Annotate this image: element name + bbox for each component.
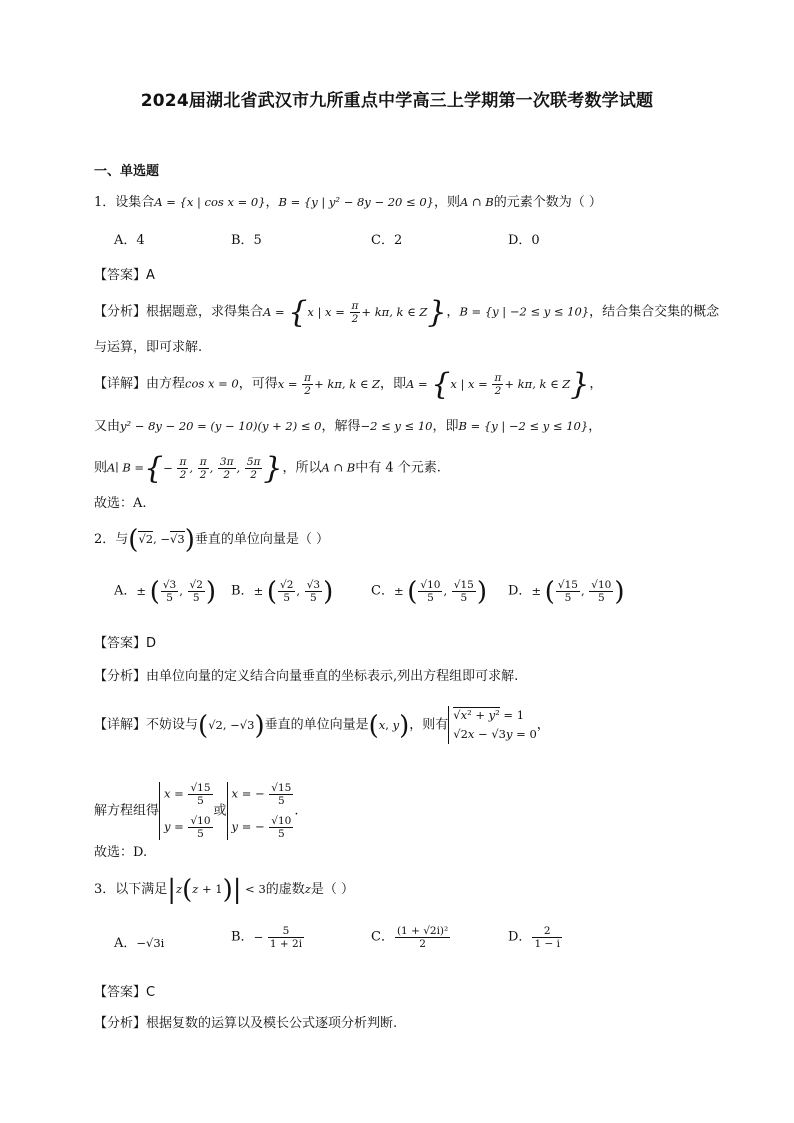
q2-solve-or: 或 bbox=[213, 803, 227, 819]
q1-choose: 故选：A. bbox=[94, 496, 147, 511]
q1-detail2-set-b: B = {y | −2 ≤ y ≤ 10} bbox=[458, 419, 589, 433]
q3-condition: |z(z + 1)| < 3 bbox=[167, 875, 266, 905]
q1-analysis-comma: ， bbox=[446, 304, 460, 320]
q1-stem-end: 的元素个数为（ ） bbox=[493, 195, 602, 210]
q3-stem-var: z bbox=[304, 882, 311, 896]
q2-detail-text3: ，则有 bbox=[409, 717, 449, 733]
q2-detail-comma: ， bbox=[536, 717, 550, 733]
q1-set-a: A = {x | cos x = 0} bbox=[154, 195, 266, 209]
q3-answer bbox=[94, 983, 155, 1003]
q2-stem bbox=[94, 525, 329, 555]
document-title: 2024届湖北省武汉市九所重点中学高三上学期第一次联考数学试题 bbox=[140, 91, 654, 111]
answer-tag: 【答案】 bbox=[94, 636, 147, 651]
q1-detail-line2 bbox=[94, 416, 601, 437]
q1-detail3-text3: 中有 4 个元素. bbox=[355, 460, 441, 476]
q3-option-c bbox=[371, 925, 451, 950]
q3-option-a-label: A． bbox=[114, 936, 137, 951]
q2-answer bbox=[94, 634, 156, 654]
q1-detail3-text2: ，所以 bbox=[282, 460, 322, 476]
q1-answer bbox=[94, 266, 155, 286]
q2-solution-2: x = − $\frac{√15}{5}$ y = − $\frac{√10}{5}$ bbox=[227, 782, 295, 840]
q2-option-c-value: ± ( $\frac{√10}{5}$ , $\frac{√15}{5}$ ) bbox=[393, 576, 487, 607]
answer-tag: 【答案】 bbox=[94, 268, 147, 283]
q1-detail2-text3: ，即 bbox=[432, 419, 459, 434]
q1-detail-line3 bbox=[94, 450, 441, 486]
q2-detail-text: 不妨设与 bbox=[146, 717, 199, 733]
q1-detail-comma: ， bbox=[589, 376, 603, 392]
q3-option-c-label: C． bbox=[371, 929, 394, 945]
q3-option-d-label: D． bbox=[508, 929, 532, 945]
q3-option-c-value: $\frac{\text{(1 + √2i)²}}{2}$ bbox=[396, 925, 449, 950]
q2-option-b bbox=[231, 576, 334, 607]
q2-option-b-value: ± ( $\frac{√2}{5}$ , $\frac{√3}{5}$ ) bbox=[253, 576, 334, 607]
q2-option-d bbox=[508, 576, 625, 607]
q2-option-d-label: D． bbox=[508, 583, 532, 599]
q1-detail3-set: {− $\frac{\pi}{2}$ , $\frac{\pi}{2}$ , $\frac{3\pi}{2}$ , $\frac{5\pi}{2}$ } bbox=[144, 450, 283, 486]
q2-solve: 解方程组得 x = $\frac{√15}{5}$ y = $\frac{√10}{5}$ 或 x = − $\frac{√15}{5}$ y = − $\frac{√10}{5}$ . bbox=[94, 782, 299, 840]
q2-detail-system: √x² + y² = 1 √2x − √3y = 0 bbox=[448, 706, 537, 744]
q1-option-a: A．4 bbox=[114, 233, 145, 248]
q3-option-a-value: −√3i bbox=[136, 936, 165, 950]
section-heading: 一、单选题 bbox=[94, 164, 160, 179]
q1-option-d: D．0 bbox=[508, 233, 540, 248]
q1-detail-set-a: A = {x | x = $\frac{\pi}{2}$ + kπ, k ∈ Z} bbox=[406, 366, 590, 402]
q3-option-b bbox=[231, 925, 305, 950]
q1-detail bbox=[94, 366, 603, 402]
detail-tag: 【详解】 bbox=[94, 376, 147, 392]
answer-tag: 【答案】 bbox=[94, 985, 147, 1000]
q1-option-c: C．2 bbox=[371, 233, 403, 248]
q1-detail3-expr: A∣ B = bbox=[107, 460, 145, 475]
analysis-tag: 【分析】 bbox=[94, 1016, 147, 1031]
q3-option-a bbox=[114, 933, 164, 954]
q1-analysis bbox=[94, 294, 720, 330]
q1-stem-mid: ，则 bbox=[433, 195, 460, 210]
q2-option-c-label: C． bbox=[371, 583, 394, 599]
q1-analysis-set-b: B = {y | −2 ≤ y ≤ 10} bbox=[459, 304, 590, 319]
q1-analysis-text: 根据题意，求得集合 bbox=[146, 304, 264, 320]
q1-detail-text: 由方程 bbox=[146, 376, 186, 392]
q2-detail bbox=[94, 706, 550, 744]
q3-option-b-value: − $\frac{5}{1 + 2i}$ bbox=[253, 925, 303, 950]
q2-stem-end: 垂直的单位向量是（ ） bbox=[194, 532, 329, 547]
q2-analysis bbox=[94, 667, 518, 687]
q1-detail-sol: x = $\frac{\pi}{2}$ + kπ, k ∈ Z bbox=[277, 372, 380, 397]
q1-comma: ， bbox=[265, 195, 279, 210]
q1-detail3-expr2: A ∩ B bbox=[321, 460, 356, 475]
q3-stem-end: 是（ ） bbox=[310, 882, 354, 897]
q3-stem bbox=[94, 875, 354, 905]
q2-option-a bbox=[114, 576, 217, 607]
q3-option-b-label: B． bbox=[231, 929, 254, 945]
q1-detail2-range: −2 ≤ y ≤ 10 bbox=[360, 419, 433, 433]
q1-option-b: B．5 bbox=[231, 233, 262, 248]
q1-detail-eq: cos x = 0 bbox=[185, 376, 239, 391]
q1-detail2-eq: y² − 8y − 20 = (y − 10)(y + 2) ≤ 0 bbox=[120, 419, 322, 433]
q2-option-c bbox=[371, 576, 487, 607]
q2-detail-text2: 垂直的单位向量是 bbox=[264, 717, 369, 733]
q1-detail3-text: 则 bbox=[94, 460, 108, 476]
q1-detail2-comma: ， bbox=[588, 419, 602, 434]
q2-option-a-label: A． bbox=[114, 583, 137, 599]
detail-tag: 【详解】 bbox=[94, 717, 147, 733]
q1-detail-text2: ，可得 bbox=[238, 376, 278, 392]
q2-answer-value: D bbox=[146, 636, 157, 651]
q2-option-a-value: ± ( $\frac{√3}{5}$ , $\frac{√2}{5}$ ) bbox=[136, 576, 217, 607]
q3-analysis-text: 根据复数的运算以及模长公式逐项分析判断. bbox=[146, 1016, 398, 1031]
q3-stem-start: 3．以下满足 bbox=[94, 882, 168, 897]
q1-stem-start: 1．设集合 bbox=[94, 195, 155, 210]
q2-detail-vector: (√2, −√3) bbox=[198, 710, 265, 741]
q2-option-b-label: B． bbox=[231, 583, 254, 599]
q2-choose: 故选：D. bbox=[94, 845, 148, 860]
q3-option-d bbox=[508, 925, 563, 950]
q2-vector: (√2, −√3) bbox=[128, 525, 195, 555]
q2-stem-start: 2．与 bbox=[94, 532, 129, 547]
q2-detail-xy: (x, y) bbox=[368, 710, 410, 741]
q2-solution-1: x = $\frac{√15}{5}$ y = $\frac{√10}{5}$ bbox=[159, 782, 214, 840]
analysis-tag: 【分析】 bbox=[94, 669, 147, 684]
q2-analysis-text: 由单位向量的定义结合向量垂直的坐标表示,列出方程组即可求解. bbox=[146, 669, 519, 684]
q1-detail2-text: 又由 bbox=[94, 419, 121, 434]
q2-solve-text: 解方程组得 bbox=[94, 803, 160, 819]
q3-stem-mid: 的虚数 bbox=[265, 882, 305, 897]
q1-analysis-line2: 与运算，即可求解. bbox=[94, 340, 203, 355]
q3-option-d-value: $\frac{2}{1 - i}$ bbox=[534, 925, 560, 950]
analysis-tag: 【分析】 bbox=[94, 304, 147, 320]
q1-answer-value: A bbox=[146, 268, 155, 283]
q1-analysis-set-a: A = {x | x = $\frac{\pi}{2}$ + kπ, k ∈ Z} bbox=[263, 294, 447, 330]
q1-detail-text3: ，即 bbox=[379, 376, 406, 392]
q2-option-d-value: ± ( $\frac{√15}{5}$ , $\frac{√10}{5}$ ) bbox=[531, 576, 625, 607]
q1-detail2-text2: ，解得 bbox=[321, 419, 361, 434]
q1-set-b: B = {y | y² − 8y − 20 ≤ 0} bbox=[278, 195, 434, 209]
q1-stem bbox=[94, 192, 602, 213]
q1-expr: A ∩ B bbox=[459, 195, 494, 209]
q3-analysis bbox=[94, 1014, 397, 1034]
q1-analysis-text2: ，结合集合交集的概念 bbox=[589, 304, 720, 320]
q3-answer-value: C bbox=[146, 985, 156, 1000]
